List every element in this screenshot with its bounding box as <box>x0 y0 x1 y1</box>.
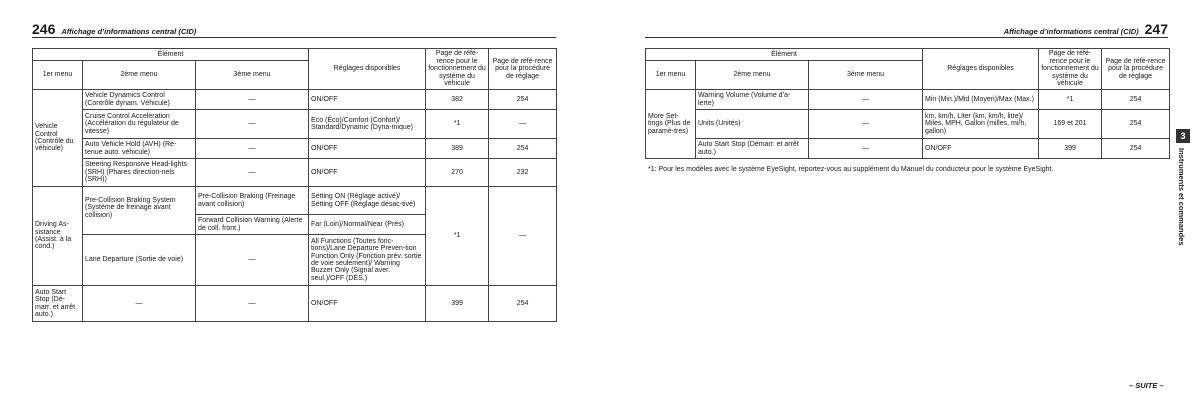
cell-menu3: — <box>196 286 309 322</box>
cell-menu2: Auto Start Stop (Démarr. et arrêt auto.) <box>696 139 809 159</box>
cell-menu2: Warning Volume (Volume d’a-lerte) <box>696 90 809 110</box>
cell-menu2: Cruise Control Acceleration (Accélération du régulateur de vitesse) <box>83 110 196 139</box>
right-header-title: Affichage d’informations central (CID) <box>1003 27 1139 36</box>
header-element: Élément <box>646 49 923 61</box>
cell-ref-setting: 254 <box>489 286 557 322</box>
header-menu1: 1er menu <box>33 61 83 90</box>
cell-ref-setting: 254 <box>1102 110 1170 139</box>
cell-ref-function: 169 et 201 <box>1039 110 1102 139</box>
cell-settings: Eco (Éco)/Comfort (Confort)/ Standard/Dynamic (Dyna-mique) <box>309 110 426 139</box>
cell-menu2: Vehicle Dynamics Control (Contrôle dynam. Véhicule) <box>83 90 196 110</box>
table-row <box>33 159 557 187</box>
cell-menu2: Lane Departure (Sortie de voie) <box>83 235 196 286</box>
cell-settings: Setting ON (Réglage activé)/ Setting OFF (Réglage désac-tivé) <box>309 187 426 215</box>
cell-settings: Far (Loin)/Normal/Near (Près) <box>309 215 426 235</box>
cell-settings: All Functions (Toutes fonc-tions)/Lane Departure Preven-tion Function Only (Fonction prév. sortie de voie seulement)/ Warning Buzzer Only (Signal aver. seul.)/OFF (DÉS.) <box>309 235 426 286</box>
cell-ref-function: 399 <box>426 286 489 322</box>
table-row <box>33 110 557 139</box>
chapter-label: Instruments et commandes <box>1177 148 1186 246</box>
cell-menu3: — <box>196 110 309 139</box>
cell-menu3: — <box>809 139 923 159</box>
cell-menu3: — <box>196 159 309 187</box>
cell-menu2: Pre-Collision Braking System (Système de freinage avant collision) <box>83 187 196 235</box>
header-element: Élément <box>33 49 309 61</box>
table-row <box>646 110 1170 139</box>
left-header-rule <box>32 37 556 38</box>
header-menu3: 3ème menu <box>809 61 923 90</box>
cell-settings: ON/OFF <box>309 139 426 159</box>
header-ref-setting: Page de réfé-rence pour la procédure de réglage <box>1102 49 1170 90</box>
header-menu1: 1er menu <box>646 61 696 90</box>
table-row <box>646 90 1170 110</box>
cell-ref-setting: 232 <box>489 159 557 187</box>
cell-ref-function: 389 <box>426 139 489 159</box>
cell-menu2: Auto Vehicle Hold (AVH) (Re-tenue auto. véhicule) <box>83 139 196 159</box>
cell-ref-function: *1 <box>1039 90 1102 110</box>
footnote: *1: Pour les modèles avec le système EyeSight, reportez-vous au supplément du Manuel du conducteur pour le système EyeSight. <box>648 166 1054 173</box>
cell-menu2: — <box>83 286 196 322</box>
cell-ref-setting: — <box>489 187 557 286</box>
cell-menu3: — <box>196 90 309 110</box>
cell-menu2: Units (Unités) <box>696 110 809 139</box>
group-label-driving-assistance: Driving As-sistance (Assist. à la cond.) <box>33 187 83 286</box>
right-settings-table <box>645 48 1170 159</box>
cell-menu3: Pre-Collision Braking (Freinage avant collision) <box>196 187 309 215</box>
cell-menu3: — <box>809 110 923 139</box>
header-ref-function: Page de réfé-rence pour le fonctionnement du système du véhicule <box>426 49 489 90</box>
cell-ref-setting: 254 <box>1102 90 1170 110</box>
table-row <box>646 139 1170 159</box>
chapter-tab: 3 <box>1176 129 1190 143</box>
cell-settings: km, km/h, Liter (km, km/h, litre)/ Miles, MPH, Gallon (milles, mi/h, gallon) <box>923 110 1039 139</box>
table-row <box>33 286 557 322</box>
left-header-title: Affichage d’informations central (CID) <box>61 27 197 36</box>
cell-menu3: — <box>196 235 309 286</box>
right-header-rule <box>645 37 1168 38</box>
group-label-auto-start-stop: Auto Start Stop (Dé-marr. et arrêt auto.) <box>33 286 83 322</box>
cell-settings: Min (Min.)/Mid (Moyen)/Max (Max.) <box>923 90 1039 110</box>
cell-menu2: Steering Responsive Head-lights (SRH) (Phares direction-nels (SRH)) <box>83 159 196 187</box>
header-menu3: 3ème menu <box>196 61 309 90</box>
header-menu2: 2ème menu <box>696 61 809 90</box>
cell-ref-function: *1 <box>426 187 489 286</box>
cell-settings: ON/OFF <box>923 139 1039 159</box>
cell-ref-setting: 254 <box>1102 139 1170 159</box>
cell-menu3: — <box>809 90 923 110</box>
cell-settings: ON/OFF <box>309 90 426 110</box>
table-row <box>33 90 557 110</box>
left-settings-table <box>32 48 557 322</box>
cell-settings: ON/OFF <box>309 159 426 187</box>
cell-ref-setting: — <box>489 110 557 139</box>
cell-ref-setting: 254 <box>489 139 557 159</box>
group-label-more-settings: More Set-tings (Plus de paramè-tres) <box>646 90 696 159</box>
header-menu2: 2ème menu <box>83 61 196 90</box>
cell-ref-function: 399 <box>1039 139 1102 159</box>
continued-marker: – SUITE – <box>1129 381 1164 390</box>
cell-menu3: Forward Collision Warning (Alerte de coll. front.) <box>196 215 309 235</box>
group-label-vehicle-control: Vehicle Control (Contrôle du véhicule) <box>33 90 83 187</box>
right-page-header <box>1004 20 1168 36</box>
cell-ref-function: *1 <box>426 110 489 139</box>
header-ref-function: Page de réfé-rence pour le fonctionnement du système du véhicule <box>1039 49 1102 90</box>
header-ref-setting: Page de réfé-rence pour la procédure de réglage <box>489 49 557 90</box>
left-page-header <box>32 20 196 36</box>
cell-menu3: — <box>196 139 309 159</box>
table-row <box>33 187 557 215</box>
right-page-number: 247 <box>1144 21 1168 37</box>
left-page-number: 246 <box>32 21 56 37</box>
cell-ref-function: 270 <box>426 159 489 187</box>
header-settings: Réglages disponibles <box>309 49 426 90</box>
cell-ref-setting: 254 <box>489 90 557 110</box>
table-row <box>33 139 557 159</box>
cell-settings: ON/OFF <box>309 286 426 322</box>
header-settings: Réglages disponibles <box>923 49 1039 90</box>
cell-ref-function: 382 <box>426 90 489 110</box>
